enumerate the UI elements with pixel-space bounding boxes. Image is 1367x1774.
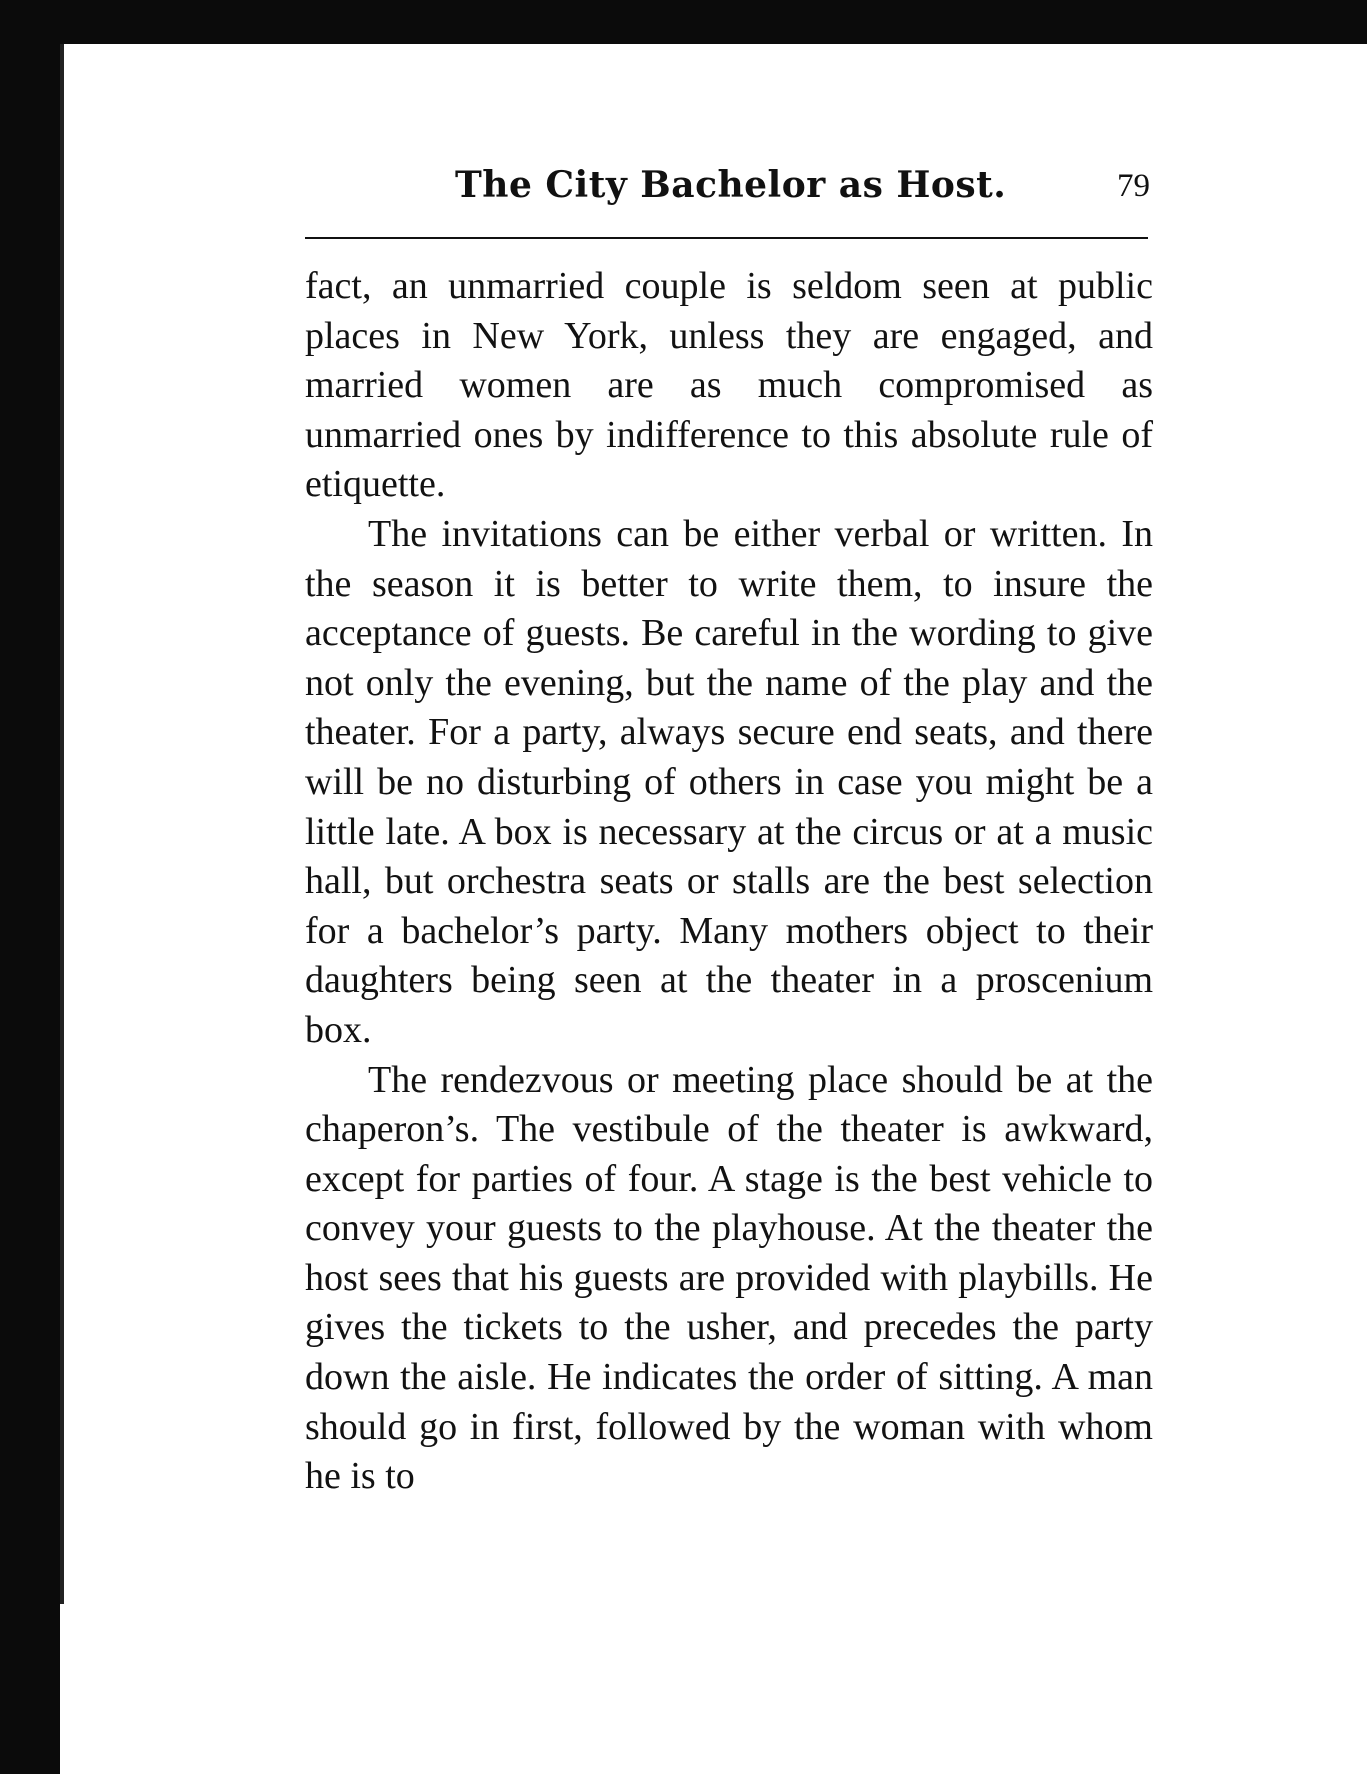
scan-top-border [0,0,1367,44]
running-head [305,160,1150,220]
scan-left-border [0,0,60,1774]
page-number: 79 [1117,168,1150,204]
running-head-title: The City Bachelor as Host. [455,164,1007,206]
body-text [305,262,1153,1502]
paragraph-continued: fact, an unmarried couple is seldom seen at public places in New York, unless they are engaged, and married women are as much compromised as unmarried ones by indifference to this absolute rule of etiquette. [305,265,1153,506]
header-rule [305,237,1148,239]
paragraph-rendezvous: The rendezvous or meeting place should be at the chaperon’s. The vestibule of the theater is awkward, except for parties of four. A stage is the best vehicle to convey your guests to the playhouse. At the theater the host sees that his guests are provided with playbills. He gives the tickets to the usher, and precedes the party down the aisle. He indicates the order of sitting. A man should go in first, followed by the woman with whom he is to [305,1058,1153,1498]
scan-left-edge-shadow [60,44,64,1604]
paragraph-invitations: The invitations can be either verbal or written. In the season it is better to write them, to insure the acceptance of guests. Be careful in the wording to give not only the evening, but the name of the play and the theater. For a party, always secure end seats, and there will be no disturbing of others in case you might be a little late. A box is necessary at the circus or at a music hall, but orchestra seats or stalls are the best selection for a bachelor’s party. Many mothers object to their daughters being seen at the theater in a proscenium box. [305,512,1153,1051]
